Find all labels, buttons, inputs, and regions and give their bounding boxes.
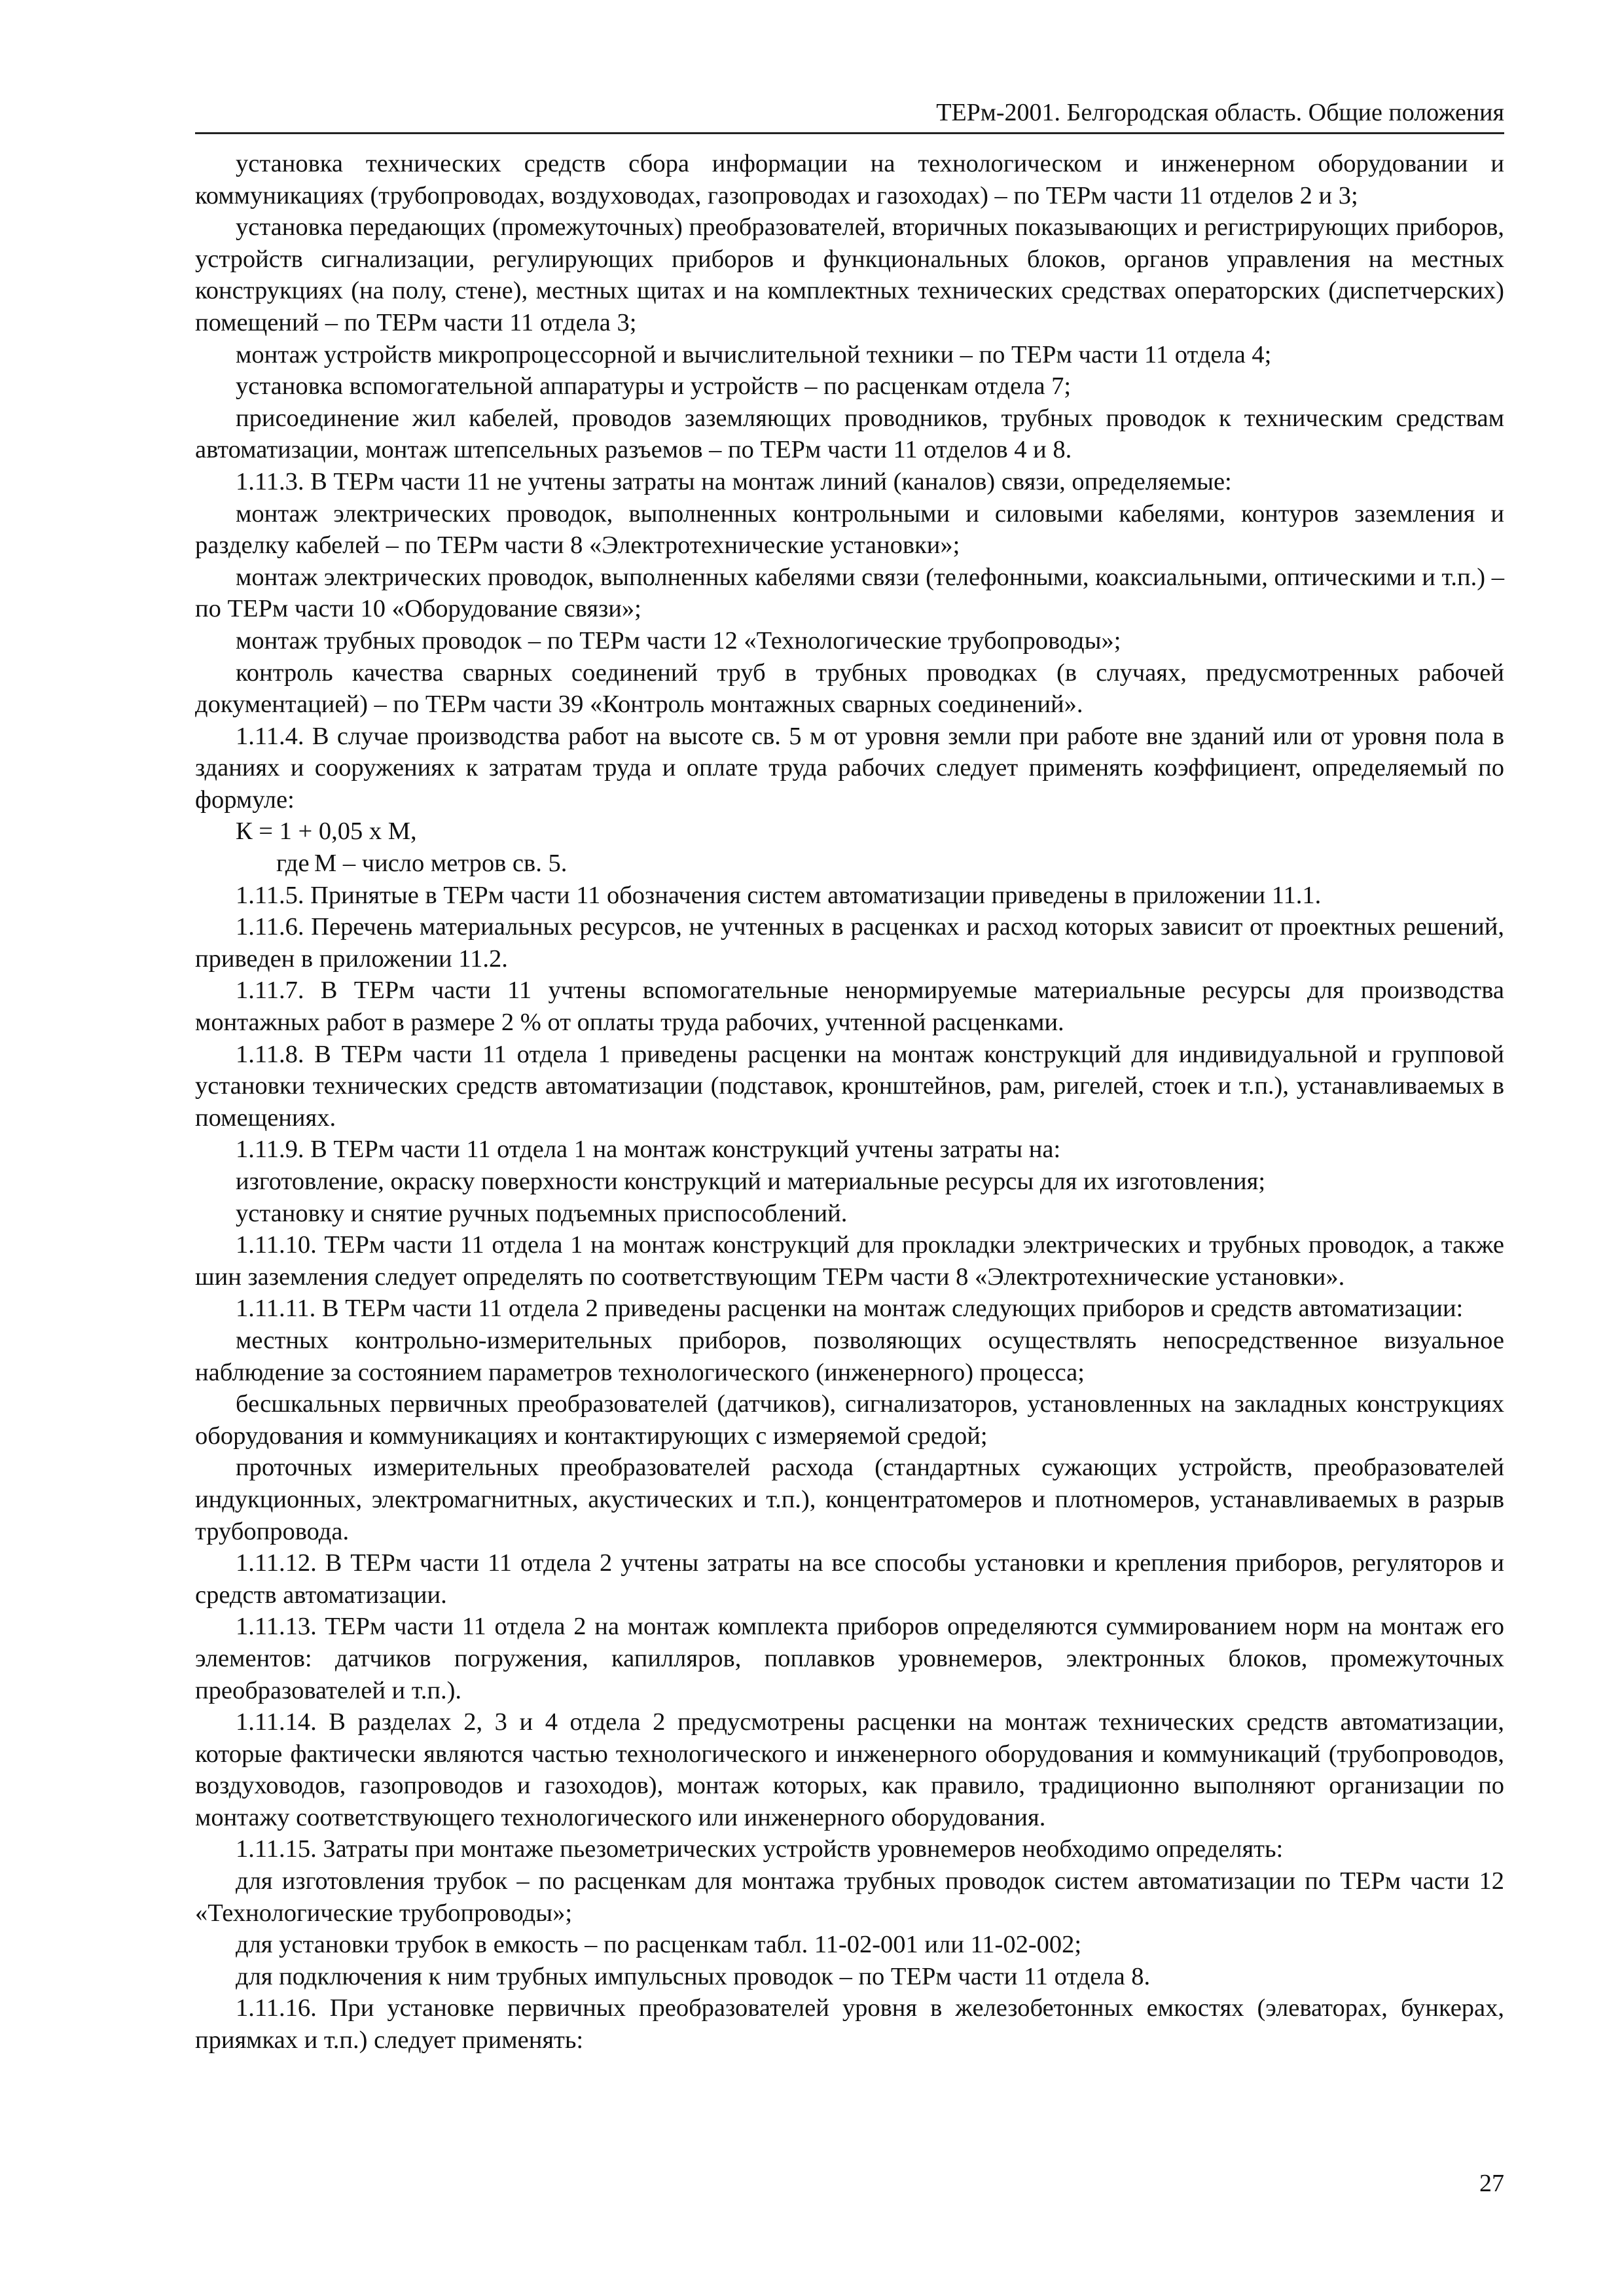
paragraph: контроль качества сварных соединений труб в трубных проводках (в случаях, предусмотренных рабочей документацией) – по ТЕРм части 39 «Контроль монтажных сварных соединений».	[195, 658, 1504, 719]
clause-1-11-9: 1.11.9. В ТЕРм части 11 отдела 1 на монтаж конструкций учтены затраты на:	[236, 1136, 1061, 1164]
clause-1-11-14: 1.11.14. В разделах 2, 3 и 4 отдела 2 предусмотрены расценки на монтаж технических средств автоматизации, которые фактически являются частью технологического и инженерного оборудования и коммуникаций (трубопроводов, воздуховодов, газопроводов и газоходов), монтаж которых, как правило, традиционно выполняют организации по монтажу соответствующего технологического или инженерного оборудования.	[195, 1708, 1504, 1831]
paragraph: монтаж электрических проводок, выполненных контрольными и силовыми кабелями, контуров заземления и разделку кабелей – по ТЕРм части 8 «Электротехнические установки»;	[195, 499, 1504, 560]
formula-where-label: где	[276, 850, 310, 878]
paragraph: монтаж устройств микропроцессорной и вычислительной техники – по ТЕРм части 11 отдела 4;	[236, 340, 1272, 368]
paragraph: местных контрольно-измерительных приборов, позволяющих осуществлять непосредственное визуальное наблюдение за состоянием параметров технологического (инженерного) процесса;	[195, 1326, 1504, 1386]
clause-1-11-12: 1.11.12. В ТЕРм части 11 отдела 2 учтены затраты на все способы установки и крепления приборов, регуляторов и средств автоматизации.	[195, 1549, 1504, 1609]
paragraph: для подключения к ним трубных импульсных проводок – по ТЕРм части 11 отдела 8.	[236, 1962, 1151, 1990]
paragraph: установку и снятие ручных подъемных приспособлений.	[236, 1199, 848, 1227]
paragraph: установка вспомогательной аппаратуры и устройств – по расценкам отдела 7;	[236, 372, 1072, 401]
paragraph: проточных измерительных преобразователей расхода (стандартных сужающих устройств, преобразователей индукционных, электромагнитных, акустических и т.п.), концентратомеров и плотномеров, устанавливаемых в разрыв трубопровода.	[195, 1454, 1504, 1545]
paragraph: установка передающих (промежуточных) преобразователей, вторичных показывающих и регистрирующих приборов, устройств сигнализации, регулирующих приборов и функциональных блоков, органов управления на местных конструкциях (на полу, стене), местных щитах и на комплектных технических средствах операторских (диспетчерских) помещений – по ТЕРм части 11 отдела 3;	[195, 213, 1504, 336]
page-number: 27	[1479, 2170, 1504, 2197]
clause-1-11-5: 1.11.5. Принятые в ТЕРм части 11 обозначения систем автоматизации приведены в приложении 11.1.	[236, 881, 1322, 909]
formula: К = 1 + 0,05 х М,	[236, 817, 417, 846]
clause-1-11-13: 1.11.13. ТЕРм части 11 отдела 2 на монтаж комплекта приборов определяются суммированием норм на монтаж его элементов: датчиков погружения, капилляров, поплавков уровнемеров, электронных блоков, промежуточных преобразователей и т.п.).	[195, 1613, 1504, 1704]
clause-1-11-4: 1.11.4. В случае производства работ на высоте св. 5 м от уровня земли при работе вне зданий или от уровня пола в зданиях и сооружениях к затратам труда и оплате труда рабочих следует применять коэффициент, определяемый по формуле:	[195, 722, 1504, 814]
clause-1-11-11: 1.11.11. В ТЕРм части 11 отдела 2 приведены расценки на монтаж следующих приборов и средств автоматизации:	[236, 1295, 1464, 1323]
paragraph: монтаж электрических проводок, выполненных кабелями связи (телефонными, коаксиальными, оптическими и т.п.) – по ТЕРм части 10 «Оборудование связи»;	[195, 563, 1504, 623]
paragraph: изготовление, окраску поверхности конструкций и материальные ресурсы для их изготовления;	[236, 1168, 1266, 1195]
paragraph: монтаж трубных проводок – по ТЕРм части 12 «Технологические трубопроводы»;	[236, 626, 1121, 655]
clause-1-11-15: 1.11.15. Затраты при монтаже пьезометрических устройств уровнемеров необходимо определять:	[236, 1835, 1284, 1863]
paragraph: бесшкальных первичных преобразователей (датчиков), сигнализаторов, установленных на закладных конструкциях оборудования и коммуникациях и контактирующих с измеряемой средой;	[195, 1390, 1504, 1450]
paragraph: для установки трубок в емкость – по расценкам табл. 11-02-001 или 11-02-002;	[236, 1931, 1082, 1959]
clause-1-11-3: 1.11.3. В ТЕРм части 11 не учтены затраты на монтаж линий (каналов) связи, определяемые:	[236, 467, 1232, 495]
document-body	[195, 148, 1504, 2056]
paragraph: установка технических средств сбора информации на технологическом и инженерном оборудовании и коммуникациях (трубопроводах, воздуховодах, газопроводах и газоходах) – по ТЕРм части 11 отделов 2 и 3;	[195, 150, 1504, 209]
paragraph: для изготовления трубок – по расценкам для монтажа трубных проводок систем автоматизации по ТЕРм части 12 «Технологические трубопроводы»;	[195, 1867, 1504, 1927]
running-header: ТЕРм-2001. Белгородская область. Общие положения	[936, 99, 1504, 126]
header-divider	[195, 132, 1504, 134]
clause-1-11-8: 1.11.8. В ТЕРм части 11 отдела 1 приведены расценки на монтаж конструкций для индивидуальной и групповой установки технических средств автоматизации (подставок, кронштейнов, рам, ригелей, стоек и т.п.), устанавливаемых в помещениях.	[195, 1040, 1504, 1132]
clause-1-11-7: 1.11.7. В ТЕРм части 11 учтены вспомогательные ненормируемые материальные ресурсы для производства монтажных работ в размере 2 % от оплаты труда рабочих, учтенной расценками.	[195, 977, 1504, 1037]
formula-where	[195, 848, 1504, 880]
clause-1-11-6: 1.11.6. Перечень материальных ресурсов, не учтенных в расценках и расход которых зависит от проектных решений, приведен в приложении 11.2.	[195, 913, 1504, 973]
paragraph: присоединение жил кабелей, проводов заземляющих проводников, трубных проводок к техническим средствам автоматизации, монтаж штепсельных разъемов – по ТЕРм части 11 отделов 4 и 8.	[195, 404, 1504, 464]
clause-1-11-10: 1.11.10. ТЕРм части 11 отдела 1 на монтаж конструкций для прокладки электрических и трубных проводок, а также шин заземления следует определять по соответствующим ТЕРм части 8 «Электротехнические установки».	[195, 1231, 1504, 1291]
formula-where-text: М – число метров св. 5.	[314, 850, 568, 878]
clause-1-11-16: 1.11.16. При установке первичных преобразователей уровня в железобетонных емкостях (элеваторах, бункерах, приямках и т.п.) следует применять:	[195, 1994, 1504, 2054]
